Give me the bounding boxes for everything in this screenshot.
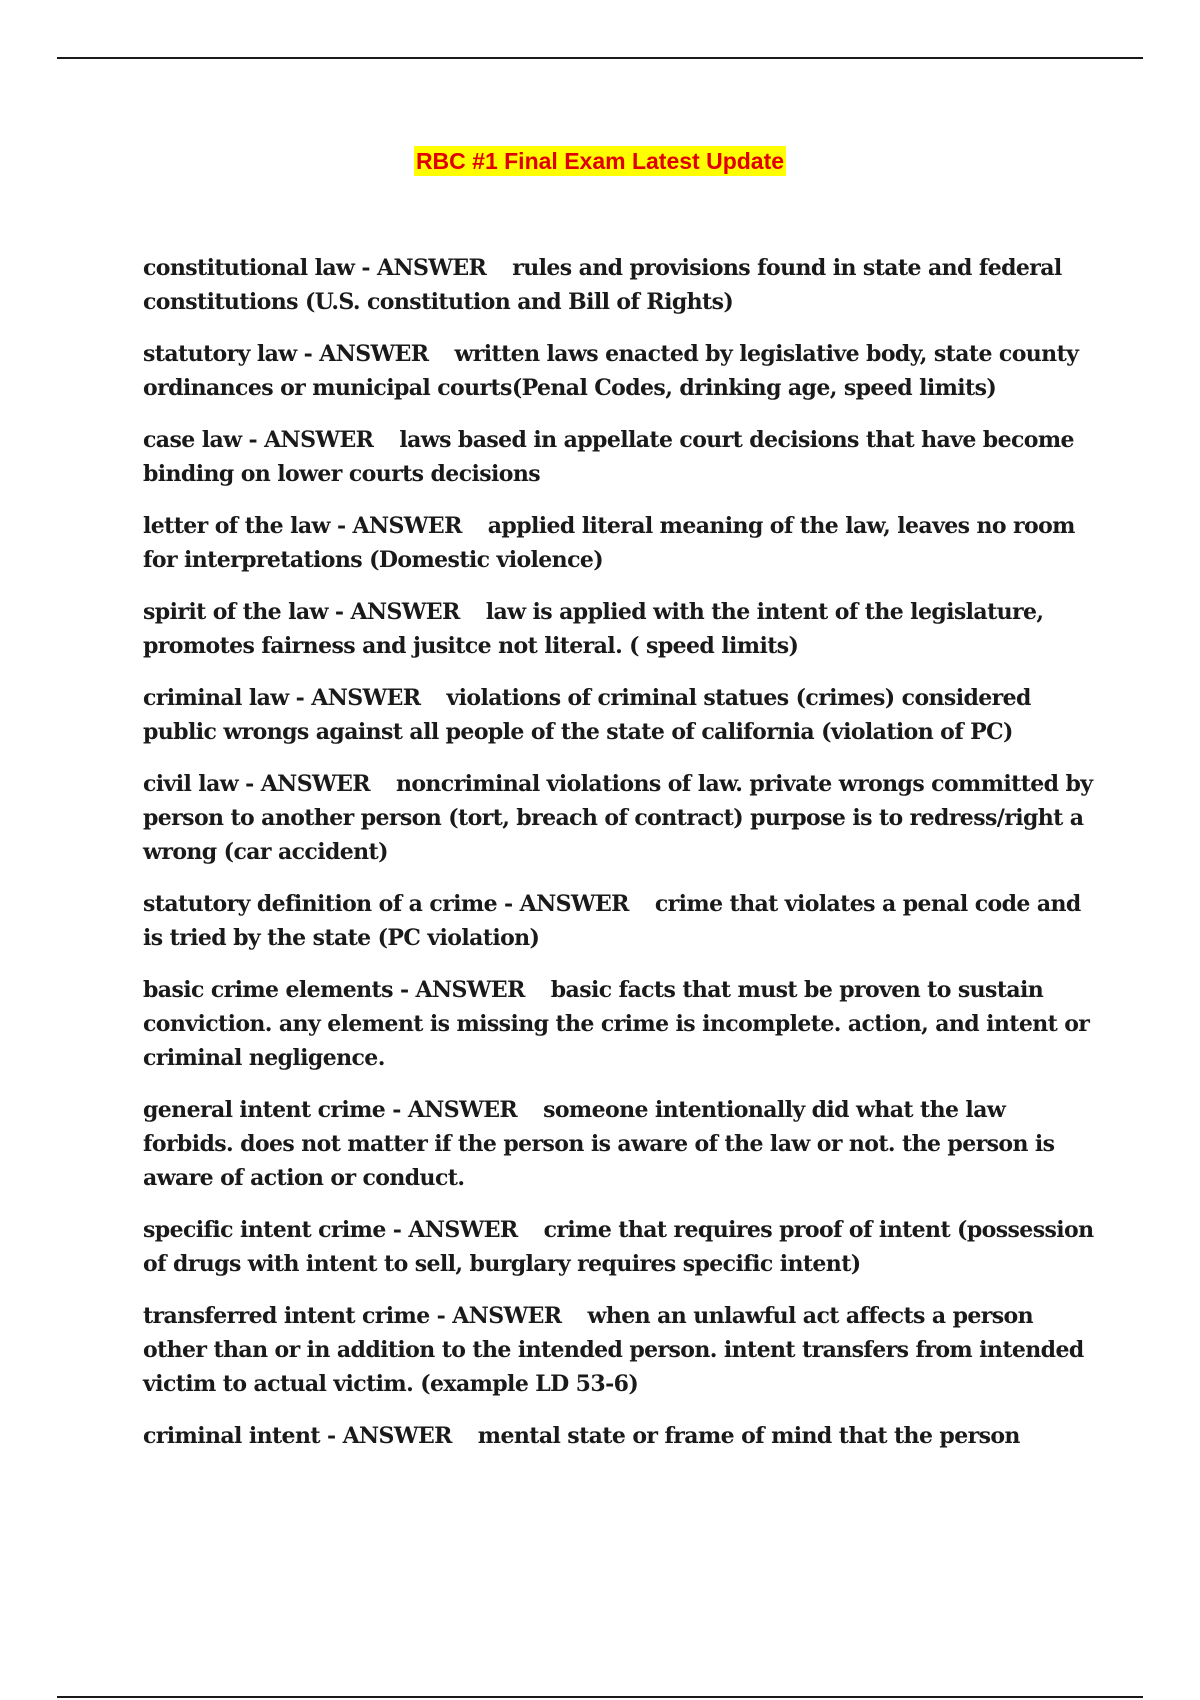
document-title: RBC #1 Final Exam Latest Update xyxy=(415,148,785,174)
entry-term: specific intent crime - ANSWER xyxy=(143,1217,518,1243)
flashcard-entry xyxy=(143,1093,1098,1195)
entry-term: statutory law - ANSWER xyxy=(143,341,429,367)
entry-definition: law is applied with the intent of the legislature, promotes fairness and jusitce not literal. ( speed limits) xyxy=(143,599,1044,659)
entry-definition: someone intentionally did what the law forbids. does not matter if the person is aware of the law or not. the person is aware of action or conduct. xyxy=(143,1097,1055,1191)
flashcard-entry xyxy=(143,767,1098,869)
header-rule xyxy=(57,57,1143,59)
flashcard-entry xyxy=(143,337,1098,405)
flashcard-entry xyxy=(143,1419,1098,1453)
entry-definition: violations of criminal statues (crimes) considered public wrongs against all people of the state of california (violation of PC) xyxy=(143,685,1031,745)
entry-term: basic crime elements - ANSWER xyxy=(143,977,525,1003)
entry-definition: applied literal meaning of the law, leaves no room for interpretations (Domestic violence) xyxy=(143,513,1075,573)
flashcard-entry xyxy=(143,1299,1098,1401)
flashcard-entry xyxy=(143,1213,1098,1281)
entry-definition: when an unlawful act affects a person other than or in addition to the intended person. intent transfers from intended victim to actual victim. (example LD 53-6) xyxy=(143,1303,1084,1397)
flashcard-entry xyxy=(143,251,1098,319)
entry-definition: laws based in appellate court decisions that have become binding on lower courts decisions xyxy=(143,427,1074,487)
flashcard-entry xyxy=(143,595,1098,663)
entry-definition: mental state or frame of mind that the person xyxy=(477,1423,1020,1449)
flashcard-list xyxy=(143,251,1098,1471)
footer-rule xyxy=(57,1696,1143,1698)
entry-term: spirit of the law - ANSWER xyxy=(143,599,460,625)
entry-term: criminal law - ANSWER xyxy=(143,685,421,711)
entry-definition: basic facts that must be proven to sustain conviction. any element is missing the crime is incomplete. action, and intent or criminal negligence. xyxy=(143,977,1090,1071)
flashcard-entry xyxy=(143,423,1098,491)
entry-term: criminal intent - ANSWER xyxy=(143,1423,452,1449)
entry-definition: written laws enacted by legislative body, state county ordinances or municipal courts(Penal Codes, drinking age, speed limits) xyxy=(143,341,1079,401)
entry-term: constitutional law - ANSWER xyxy=(143,255,487,281)
flashcard-entry xyxy=(143,509,1098,577)
flashcard-entry xyxy=(143,887,1098,955)
entry-term: general intent crime - ANSWER xyxy=(143,1097,518,1123)
flashcard-entry xyxy=(143,973,1098,1075)
title-container xyxy=(0,146,1200,176)
entry-definition: crime that violates a penal code and is tried by the state (PC violation) xyxy=(143,891,1081,951)
entry-term: statutory definition of a crime - ANSWER xyxy=(143,891,629,917)
entry-term: case law - ANSWER xyxy=(143,427,374,453)
entry-term: civil law - ANSWER xyxy=(143,771,370,797)
entry-definition: crime that requires proof of intent (possession of drugs with intent to sell, burglary requires specific intent) xyxy=(143,1217,1094,1277)
entry-term: transferred intent crime - ANSWER xyxy=(143,1303,562,1329)
entry-term: letter of the law - ANSWER xyxy=(143,513,462,539)
flashcard-entry xyxy=(143,681,1098,749)
entry-definition: noncriminal violations of law. private wrongs committed by person to another person (tort, breach of contract) purpose is to redress/right a wrong (car accident) xyxy=(143,771,1093,865)
entry-definition: rules and provisions found in state and federal constitutions (U.S. constitution and Bill of Rights) xyxy=(143,255,1062,315)
